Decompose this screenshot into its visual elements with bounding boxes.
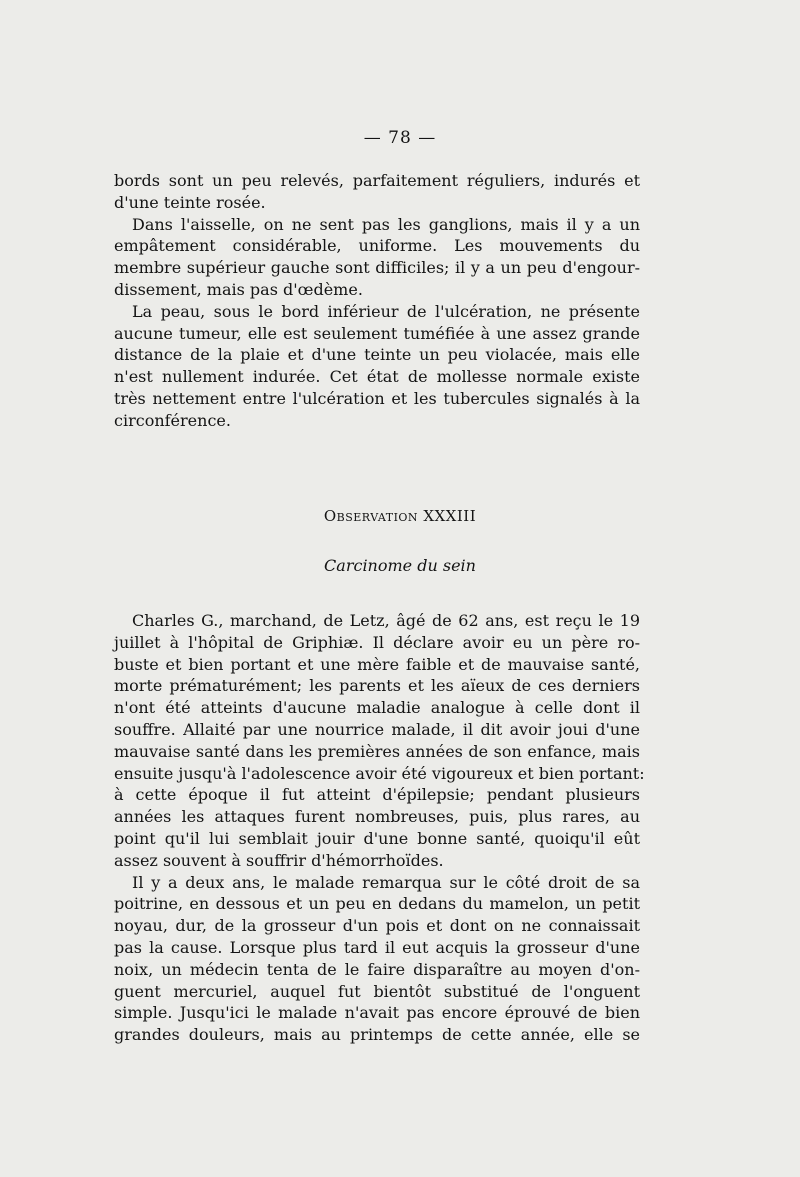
text-line: noix, un médecin tenta de le faire disparaître au moyen d'on- [114, 959, 640, 979]
text-line: dissement, mais pas d'œdème. [114, 279, 363, 299]
text-line: n'ont été atteints d'aucune maladie analogue à celle dont il [114, 698, 640, 718]
text-line: poitrine, en dessous et un peu en dedans du mamelon, un petit [114, 894, 640, 914]
text-line: La peau, sous le bord inférieur de l'ulcération, ne présente [132, 301, 640, 321]
text-line: années les attaques furent nombreuses, puis, plus rares, au [114, 807, 640, 827]
text-line: guent mercuriel, auquel fut bientôt substitué de l'onguent [114, 981, 640, 1001]
text-line: membre supérieur gauche sont difficiles; il y a un peu d'engour- [114, 258, 640, 278]
text-line: n'est nullement indurée. Cet état de mollesse normale existe [114, 367, 640, 387]
text-line: très nettement entre l'ulcération et les tubercules signalés à la [114, 388, 640, 408]
text-line: Charles G., marchand, de Letz, âgé de 62 ans, est reçu le 19 [132, 611, 640, 630]
observation-subtitle: Carcinome du sein [324, 556, 476, 575]
text-line: morte prématurément; les parents et les aïeux de ces derniers [114, 676, 640, 696]
text-line: aucune tumeur, elle est seulement tuméfiée à une assez grande [114, 323, 640, 343]
paragraph-block-top [114, 170, 640, 432]
text-line: souffre. Allaité par une nourrice malade, il dit avoir joui d'une [114, 719, 640, 739]
text-line: simple. Jusqu'ici le malade n'avait pas encore éprouvé de bien [114, 1003, 640, 1023]
text-line: ensuite jusqu'à l'adolescence avoir été vigoureux et bien portant: [114, 763, 645, 783]
observation-title: Observation XXXIII [323, 507, 477, 525]
text-line: bords sont un peu relevés, parfaitement réguliers, indurés et [114, 171, 640, 190]
text-line: circonférence. [114, 410, 231, 430]
text-line: Il y a deux ans, le malade remarqua sur le côté droit de sa [132, 872, 640, 892]
paragraph-block-bottom [114, 610, 645, 1046]
text-line: à cette époque il fut atteint d'épilepsie; pendant plusieurs [114, 785, 640, 805]
text-line: mauvaise santé dans les premières années de son enfance, mais [114, 741, 640, 761]
text-line: point qu'il lui semblait jouir d'une bonne santé, quoiqu'il eût [114, 828, 640, 848]
text-line: distance de la plaie et d'une teinte un peu violacée, mais elle [114, 345, 640, 365]
text-line: buste et bien portant et une mère faible et de mauvaise santé, [114, 654, 640, 674]
text-line: pas la cause. Lorsque plus tard il eut acquis la grosseur d'une [114, 937, 640, 957]
text-line: juillet à l'hôpital de Griphiæ. Il déclare avoir eu un père ro- [114, 632, 640, 652]
text-line: noyau, dur, de la grosseur d'un pois et dont on ne connaissait [114, 916, 640, 936]
text-line: assez souvent à souffrir d'hémorrhoïdes. [114, 850, 444, 870]
text-line: Dans l'aisselle, on ne sent pas les ganglions, mais il y a un [132, 214, 640, 234]
text-line: empâtement considérable, uniforme. Les mouvements du [114, 236, 640, 256]
text-line: d'une teinte rosée. [114, 192, 266, 212]
page-number: — 78 — [363, 128, 437, 148]
text-line: grandes douleurs, mais au printemps de cette année, elle se [114, 1025, 640, 1045]
